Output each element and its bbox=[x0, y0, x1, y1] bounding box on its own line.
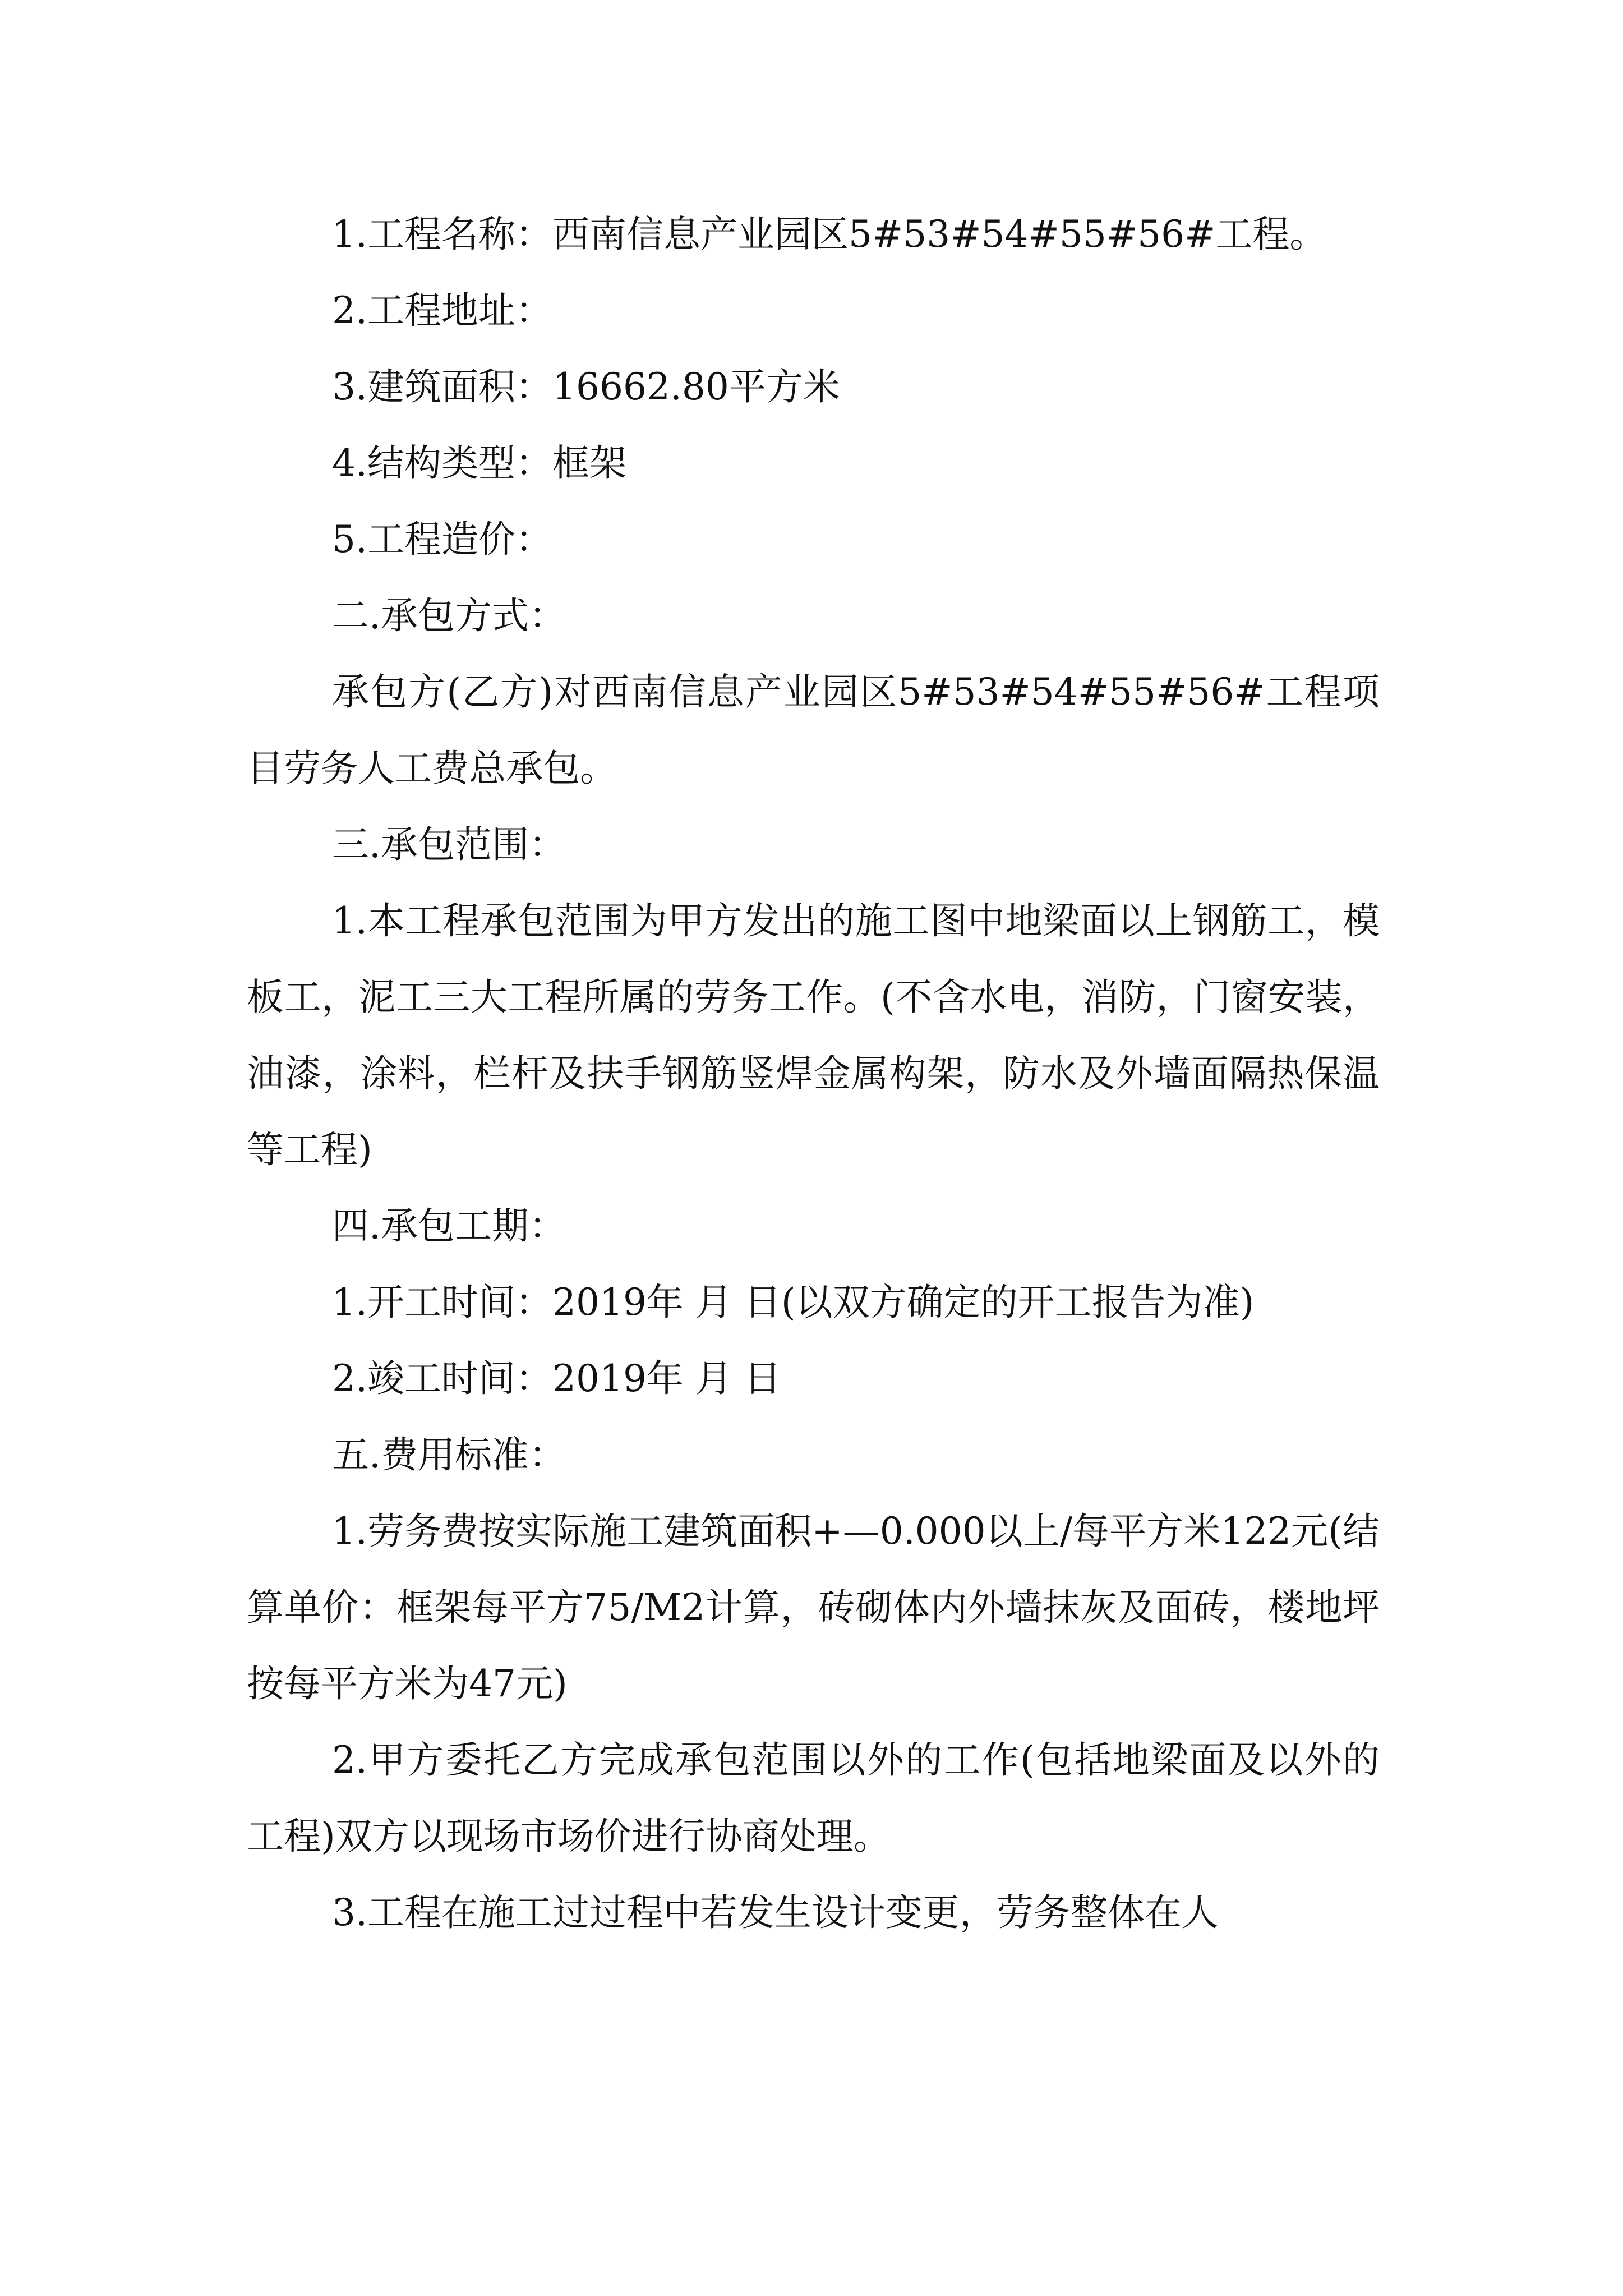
section-heading-fee-standard: 五.费用标准： bbox=[332, 1433, 566, 1476]
fee-standard-paragraph-3: 3.工程在施工过过程中若发生设计变更，劳务整体在人 bbox=[332, 1891, 1219, 1934]
section-heading-contract-period: 四.承包工期： bbox=[332, 1204, 566, 1248]
section-heading-contract-scope: 三.承包范围： bbox=[332, 823, 566, 866]
contract-scope-paragraph: 1.本工程承包范围为甲方发出的施工图中地梁面以上钢筋工，模板工，泥工三大工程所属的劳务工作。(不含水电，消防，门窗安装，油漆，涂料，栏杆及扶手钢筋竖焊金属构架，防水及外墙面隔热保温等工程) bbox=[247, 899, 1380, 1171]
document-body bbox=[247, 196, 1380, 1951]
section-heading-contract-method: 二.承包方式： bbox=[332, 594, 566, 637]
fee-standard-paragraph-1: 1.劳务费按实际施工建筑面积+—0.000以上/每平方米122元(结算单价：框架每平方75/M2计算，砖砌体内外墙抹灰及面砖，楼地坪按每平方米为47元) bbox=[247, 1510, 1380, 1705]
structure-type-line: 4.结构类型：框架 bbox=[332, 441, 626, 485]
project-address-line: 2.工程地址： bbox=[332, 289, 552, 332]
contract-method-paragraph: 承包方(乙方)对西南信息产业园区5#53#54#55#56#工程项目劳务人工费总承包。 bbox=[247, 670, 1380, 790]
fee-standard-paragraph-2: 2.甲方委托乙方完成承包范围以外的工作(包括地梁面及以外的工程)双方以现场市场价进行协商处理。 bbox=[247, 1738, 1380, 1858]
building-area-line: 3.建筑面积：16662.80平方米 bbox=[332, 365, 840, 408]
project-name-line: 1.工程名称：西南信息产业园区5#53#54#55#56#工程。 bbox=[332, 213, 1327, 256]
start-date-paragraph: 1.开工时间：2019年 月 日(以双方确定的开工报告为准) bbox=[332, 1281, 1255, 1324]
project-cost-line: 5.工程造价： bbox=[332, 518, 552, 561]
completion-date-line: 2.竣工时间：2019年 月 日 bbox=[332, 1357, 781, 1400]
